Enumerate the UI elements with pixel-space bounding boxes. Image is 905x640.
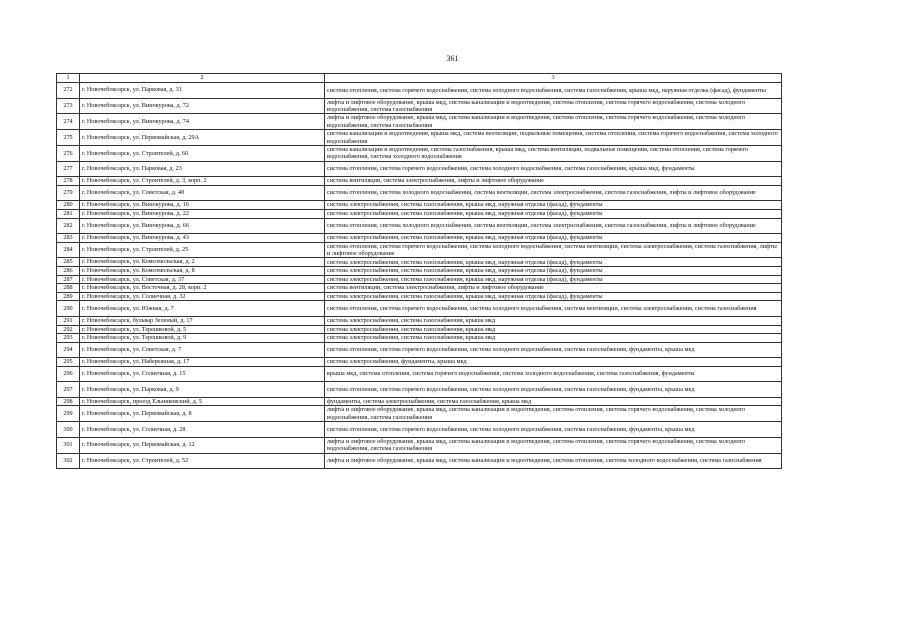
address-cell: г. Новочебоксарск, бульвар Зеленый, д. 17 bbox=[80, 316, 325, 325]
table-row bbox=[57, 114, 782, 130]
table-row bbox=[57, 316, 782, 325]
address-cell: г. Новочебоксарск, ул. Терешковой, д. 9 bbox=[80, 334, 325, 343]
row-number: 292 bbox=[57, 325, 80, 334]
table-row bbox=[57, 267, 782, 276]
table-row bbox=[57, 397, 782, 406]
table-row bbox=[57, 201, 782, 210]
works-cell: система вентиляции, система электроснабжения, лифты и лифтовое оборудование bbox=[325, 284, 782, 293]
table-row bbox=[57, 98, 782, 114]
table-row bbox=[57, 258, 782, 267]
address-cell: г. Новочебоксарск, ул. Первомайская, д. 12 bbox=[80, 437, 325, 453]
address-cell: г. Новочебоксарск, ул. Советская, д. 40 bbox=[80, 185, 325, 201]
row-number: 296 bbox=[57, 366, 80, 382]
address-cell: г. Новочебоксарск, ул. Комсомольская, д. 2 bbox=[80, 258, 325, 267]
table-row bbox=[57, 292, 782, 301]
row-number: 273 bbox=[57, 98, 80, 114]
address-cell: г. Новочебоксарск, ул. Строителей, д. 3, корп. 2 bbox=[80, 177, 325, 186]
table-row bbox=[57, 234, 782, 243]
works-cell: система канализации и водоотведения, система газоснабжения, крыша мкд, система вентиляции, подвальные помещения, система отопления, система горячего водоснабжения, система холодного водоснабжения bbox=[325, 145, 782, 161]
row-number: 298 bbox=[57, 397, 80, 406]
column-header-1: 1 bbox=[57, 74, 80, 83]
row-number: 278 bbox=[57, 177, 80, 186]
row-number: 274 bbox=[57, 114, 80, 130]
table-row bbox=[57, 242, 782, 258]
register-table bbox=[56, 73, 782, 469]
works-cell: система электроснабжения, система газоснабжения, крыша мкд, наружная отделка (фасад), фундаменты bbox=[325, 201, 782, 210]
works-cell: лифты и лифтовое оборудование, крыша мкд, система канализации и водоотведения, система отопления, система горячего водоснабжения, система холодного водоснабжения, система газоснабжения bbox=[325, 98, 782, 114]
row-number: 272 bbox=[57, 83, 80, 99]
table-row bbox=[57, 366, 782, 382]
works-cell: система электроснабжения, система газоснабжения, крыша мкд, наружная отделка (фасад), фундаменты bbox=[325, 234, 782, 243]
row-number: 285 bbox=[57, 258, 80, 267]
works-cell: система электроснабжения, фундаменты, крыша мкд bbox=[325, 358, 782, 367]
address-cell: г. Новочебоксарск, ул. Солнечная, д. 32 bbox=[80, 292, 325, 301]
table-row bbox=[57, 325, 782, 334]
row-number: 290 bbox=[57, 301, 80, 317]
header-row bbox=[57, 74, 782, 83]
row-number: 276 bbox=[57, 145, 80, 161]
works-cell: система отопления, система холодного водоснабжения, система вентиляции, система электроснабжения, система газоснабжения, лифты и лифтовое оборудование bbox=[325, 185, 782, 201]
table-row bbox=[57, 453, 782, 469]
row-number: 283 bbox=[57, 234, 80, 243]
row-number: 275 bbox=[57, 130, 80, 146]
row-number: 291 bbox=[57, 316, 80, 325]
table-row bbox=[57, 177, 782, 186]
address-cell: г. Новочебоксарск, ул. Терешковой, д. 5 bbox=[80, 325, 325, 334]
works-cell: система отопления, система горячего водоснабжения, система холодного водоснабжения, система газоснабжения, фундаменты, крыша мкд bbox=[325, 342, 782, 358]
row-number: 293 bbox=[57, 334, 80, 343]
row-number: 288 bbox=[57, 284, 80, 293]
works-cell: система отопления, система горячего водоснабжения, система холодного водоснабжения, система вентиляции, система электроснабжения, система газоснабжения, лифты и лифтовое оборудование bbox=[325, 242, 782, 258]
row-number: 289 bbox=[57, 292, 80, 301]
works-cell: фундаменты, система электроснабжения, система газоснабжения, крыша мкд bbox=[325, 397, 782, 406]
address-cell: г. Новочебоксарск, ул. Комсомольская, д. 8 bbox=[80, 267, 325, 276]
table-row bbox=[57, 437, 782, 453]
works-cell: система отопления, система горячего водоснабжения, система холодного водоснабжения, система газоснабжения, крыша мкд, наружная отделка (фасад), фундаменты bbox=[325, 83, 782, 99]
table-row bbox=[57, 422, 782, 438]
address-cell: г. Новочебоксарск, ул. Винокурова, д. 43 bbox=[80, 234, 325, 243]
table-row bbox=[57, 145, 782, 161]
address-cell: г. Новочебоксарск, ул. Солнечная, д. 28 bbox=[80, 422, 325, 438]
table-row bbox=[57, 83, 782, 99]
address-cell: г. Новочебоксарск, ул. Первомайская, д. 29А bbox=[80, 130, 325, 146]
works-cell: система отопления, система горячего водоснабжения, система холодного водоснабжения, система газоснабжения, фундаменты, крыша мкд bbox=[325, 382, 782, 398]
works-cell: лифты и лифтовое оборудование, крыша мкд, система канализации и водоотведения, система отопления, система холодного водоснабжения, система газоснабжения bbox=[325, 453, 782, 469]
row-number: 301 bbox=[57, 437, 80, 453]
row-number: 280 bbox=[57, 201, 80, 210]
address-cell: г. Новочебоксарск, ул. Солнечная, д. 15 bbox=[80, 366, 325, 382]
table-row bbox=[57, 130, 782, 146]
row-number: 282 bbox=[57, 218, 80, 234]
row-number: 294 bbox=[57, 342, 80, 358]
works-cell: лифты и лифтовое оборудование, крыша мкд, система канализации и водоотведения, система отопления, система горячего водоснабжения, система холодного водоснабжения, система газоснабжения bbox=[325, 114, 782, 130]
address-cell: г. Новочебоксарск, ул. Винокурова, д. 74 bbox=[80, 114, 325, 130]
address-cell: г. Новочебоксарск, ул. Набережная, д. 17 bbox=[80, 358, 325, 367]
table-row bbox=[57, 209, 782, 218]
table-row bbox=[57, 342, 782, 358]
address-cell: г. Новочебоксарск, ул. Советская, д. 37 bbox=[80, 275, 325, 284]
works-cell: система электроснабжения, система газоснабжения, крыша мкд, наружная отделка (фасад), фундаменты bbox=[325, 275, 782, 284]
row-number: 300 bbox=[57, 422, 80, 438]
works-cell: система канализации и водоотведения, крыша мкд, система вентиляции, подвальные помещения, система отопления, система горячего водоснабжения, система холодного водоснабжения bbox=[325, 130, 782, 146]
table-row bbox=[57, 161, 782, 177]
row-number: 295 bbox=[57, 358, 80, 367]
works-cell: система электроснабжения, система газоснабжения, крыша мкд bbox=[325, 316, 782, 325]
table-row bbox=[57, 218, 782, 234]
works-cell: система электроснабжения, система газоснабжения, крыша мкд, наружная отделка (фасад), фундаменты bbox=[325, 292, 782, 301]
row-number: 302 bbox=[57, 453, 80, 469]
column-header-3: 3 bbox=[325, 74, 782, 83]
address-cell: г. Новочебоксарск, проезд Ельниковский, д. 5 bbox=[80, 397, 325, 406]
works-cell: система электроснабжения, система газоснабжения, крыша мкд, наружная отделка (фасад), фундаменты bbox=[325, 267, 782, 276]
works-cell: система электроснабжения, система газоснабжения, крыша мкд, наружная отделка (фасад), фундаменты bbox=[325, 209, 782, 218]
works-cell: система отопления, система холодного водоснабжения, система вентиляции, система электроснабжения, система газоснабжения, лифты и лифтовое оборудование bbox=[325, 218, 782, 234]
page-number: 361 bbox=[446, 54, 459, 63]
table-row bbox=[57, 406, 782, 422]
table-row bbox=[57, 358, 782, 367]
address-cell: г. Новочебоксарск, ул. Винокурова, д. 66 bbox=[80, 218, 325, 234]
address-cell: г. Новочебоксарск, ул. Советская, д. 7 bbox=[80, 342, 325, 358]
works-cell: система электроснабжения, система газоснабжения, крыша мкд, наружная отделка (фасад), фундаменты bbox=[325, 258, 782, 267]
works-cell: система отопления, система горячего водоснабжения, система холодного водоснабжения, система газоснабжения, фундаменты, крыша мкд bbox=[325, 422, 782, 438]
address-cell: г. Новочебоксарск, ул. Строителей, д. 25 bbox=[80, 242, 325, 258]
row-number: 277 bbox=[57, 161, 80, 177]
table-row bbox=[57, 185, 782, 201]
works-cell: лифты и лифтовое оборудование, крыша мкд, система канализации и водоотведения, система отопления, система горячего водоснабжения, система холодного водоснабжения, система газоснабжения bbox=[325, 437, 782, 453]
address-cell: г. Новочебоксарск, ул. Парковая, д. 31 bbox=[80, 83, 325, 99]
row-number: 284 bbox=[57, 242, 80, 258]
table-row bbox=[57, 382, 782, 398]
works-cell: система электроснабжения, система газоснабжения, крыша мкд bbox=[325, 325, 782, 334]
row-number: 279 bbox=[57, 185, 80, 201]
table-row bbox=[57, 301, 782, 317]
works-cell: лифты и лифтовое оборудование, крыша мкд, система канализации и водоотведения, система отопления, система горячего водоснабжения, система холодного водоснабжения, система газоснабжения bbox=[325, 406, 782, 422]
address-cell: г. Новочебоксарск, ул. Строителей, д. 52 bbox=[80, 453, 325, 469]
row-number: 297 bbox=[57, 382, 80, 398]
address-cell: г. Новочебоксарск, ул. Парковая, д. 23 bbox=[80, 161, 325, 177]
address-cell: г. Новочебоксарск, ул. Восточная, д. 28, корп. 2 bbox=[80, 284, 325, 293]
row-number: 287 bbox=[57, 275, 80, 284]
works-cell: система электроснабжения, система газоснабжения, крыша мкд bbox=[325, 334, 782, 343]
address-cell: г. Новочебоксарск, ул. Винокурова, д. 22 bbox=[80, 209, 325, 218]
address-cell: г. Новочебоксарск, ул. Южная, д. 7 bbox=[80, 301, 325, 317]
address-cell: г. Новочебоксарск, ул. Винокурова, д. 16 bbox=[80, 201, 325, 210]
address-cell: г. Новочебоксарск, ул. Парковая, д. 9 bbox=[80, 382, 325, 398]
address-cell: г. Новочебоксарск, ул. Винокурова, д. 72 bbox=[80, 98, 325, 114]
works-cell: система отопления, система горячего водоснабжения, система холодного водоснабжения, система газоснабжения, крыша мкд, фундаменты bbox=[325, 161, 782, 177]
table-row bbox=[57, 284, 782, 293]
row-number: 281 bbox=[57, 209, 80, 218]
works-cell: система вентиляции, система электроснабжения, лифты и лифтовое оборудование bbox=[325, 177, 782, 186]
column-header-2: 2 bbox=[80, 74, 325, 83]
works-cell: система отопления, система горячего водоснабжения, система холодного водоснабжения, система вентиляции, система электроснабжения, система газоснабжения bbox=[325, 301, 782, 317]
table-row bbox=[57, 334, 782, 343]
row-number: 299 bbox=[57, 406, 80, 422]
address-cell: г. Новочебоксарск, ул. Строителей, д. 60 bbox=[80, 145, 325, 161]
table-row bbox=[57, 275, 782, 284]
row-number: 286 bbox=[57, 267, 80, 276]
works-cell: крыша мкд, система отопления, система горячего водоснабжения, система холодного водоснабжения, система газоснабжения, фундаменты bbox=[325, 366, 782, 382]
address-cell: г. Новочебоксарск, ул. Первомайская, д. 8 bbox=[80, 406, 325, 422]
